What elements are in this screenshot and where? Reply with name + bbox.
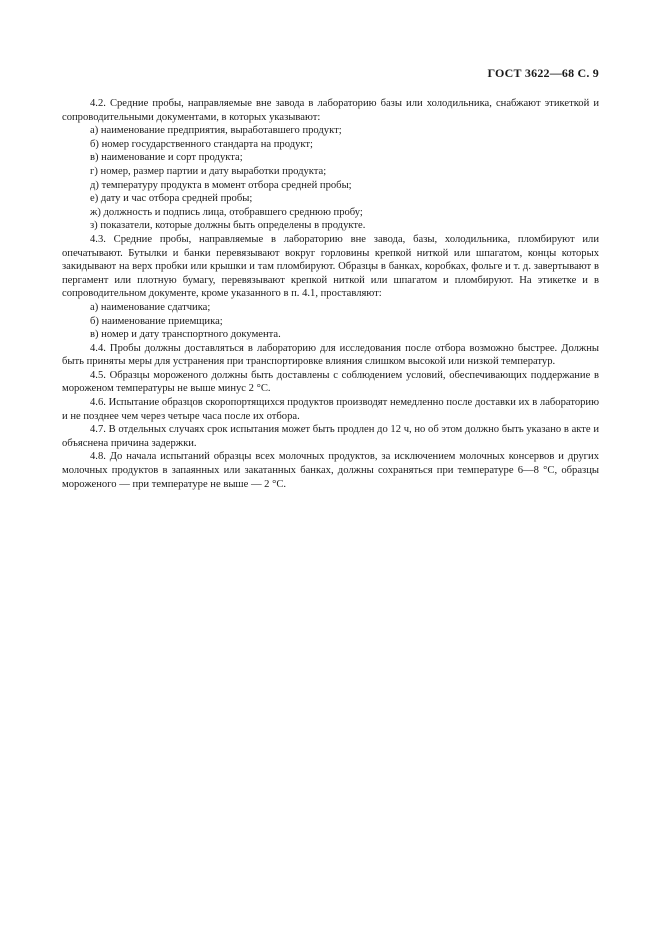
list-item-4-2-v: в) наименование и сорт продукта;	[90, 152, 243, 164]
paragraph-4-7: 4.7. В отдельных случаях срок испытания может быть продлен до 12 ч, но об этом должно быть указано в акте и объяснена причина задержки.	[62, 424, 599, 449]
list-item-4-2-a: а) наименование предприятия, выработавшего продукт;	[90, 125, 342, 137]
page-header-standard-code: ГОСТ 3622—68 С. 9	[487, 66, 599, 80]
paragraph-4-3: 4.3. Средние пробы, направляемые в лабораторию вне завода, базы, холодильника, пломбируют или опечатывают. Бутылки и банки перевязывают вокруг горловины крепкой ниткой или шпагатом, концы которых закидывают на верх пробки или крышки и там пломбируют. Образцы в банках, коробках, фольге и т. д. завертывают в пергамент или плотную бумагу, перевязывают крепкой ниткой или шпагатом и пломбируют. На этикетке и в сопроводительном документе, кроме указанного в п. 4.1, проставляют:	[62, 233, 599, 300]
list-item-4-3-b: б) наименование приемщика;	[90, 315, 223, 327]
list-item-4-2-zh: ж) должность и подпись лица, отобравшего среднюю пробу;	[90, 206, 363, 218]
paragraph-4-5: 4.5. Образцы мороженого должны быть доставлены с соблюдением условий, обеспечивающих поддержание в мороженом температуры не выше минус 2 °С.	[62, 369, 599, 395]
list-item-4-2-b: б) номер государственного стандарта на продукт;	[90, 138, 313, 150]
list-item-4-3-v: в) номер и дату транспортного документа.	[90, 329, 281, 341]
list-item-4-2-d: д) температуру продукта в момент отбора средней пробы;	[90, 179, 352, 191]
list-item-4-2-z: з) показатели, которые должны быть определены в продукте.	[90, 220, 366, 232]
list-item-4-3-a: а) наименование сдатчика;	[90, 301, 211, 313]
paragraph-4-6: 4.6. Испытание образцов скоропортящихся продуктов производят немедленно после доставки их в лабораторию и не позднее чем через четыре часа после их отбора.	[62, 397, 599, 422]
list-item-4-2-e: е) дату и час отбора средней пробы;	[90, 193, 253, 205]
list-item-4-2-g: г) номер, размер партии и дату выработки продукта;	[90, 165, 327, 177]
paragraph-4-8: 4.8. До начала испытаний образцы всех молочных продуктов, за исключением молочных консервов и других молочных продуктов в запаянных или закатанных банках, должны сохраняться при температуре 6—8 °С, образцы мороженого — при температуре не выше — 2 °С.	[62, 451, 599, 490]
paragraph-4-2: 4.2. Средние пробы, направляемые вне завода в лабораторию базы или холодильника, снабжают этикеткой и сопроводительными документами, в которых указывают:	[62, 98, 599, 123]
document-body	[62, 97, 599, 491]
paragraph-4-4: 4.4. Пробы должны доставляться в лабораторию для исследования после отбора возможно быстрее. Должны быть приняты меры для устранения при транспортировке влияния слишком высокой или низкой температур.	[62, 342, 599, 368]
